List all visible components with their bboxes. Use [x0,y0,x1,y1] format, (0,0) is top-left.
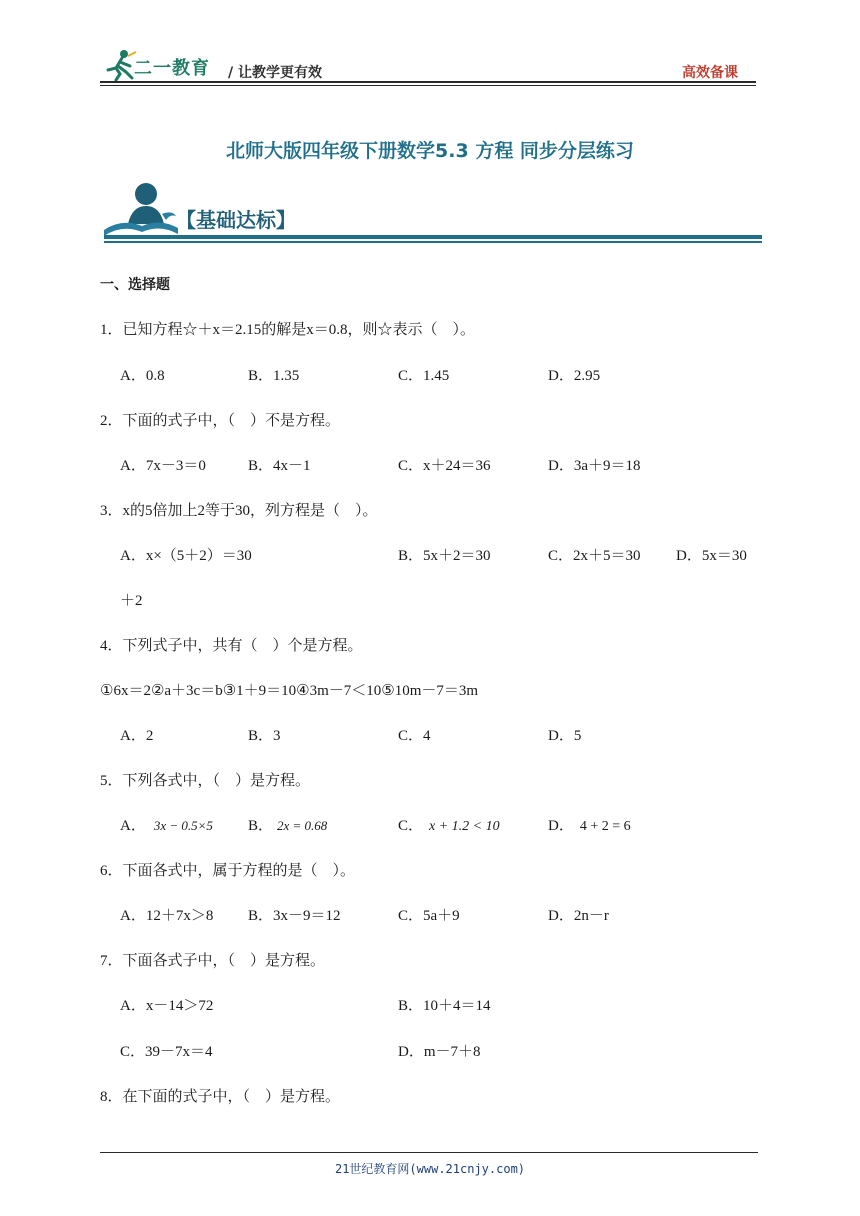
question-stem: 7．下面各式子中，（ ）是方程。 [100,953,326,969]
question-stem: 5．下列各式中，（ ）是方程。 [100,773,311,789]
option-b: B．10＋4＝14 [398,998,491,1014]
option-c: C．2x＋5＝30 [548,548,641,564]
option-b: B．4x－1 [248,458,311,474]
option-c: C．5a＋9 [398,908,460,924]
option-c: C．x＋24＝36 [398,458,491,474]
option-a: A．12＋7x＞8 [120,908,214,924]
option-d: D．3a＋9＝18 [548,458,641,474]
option-d-continuation: ＋2 [120,593,143,609]
header-divider-thin [100,85,756,86]
section-banner: 【基础达标】 [176,208,296,232]
option-a: A．2 [120,728,154,744]
logo-text: 二一教育 [134,58,210,79]
option-c: C．39－7x＝4 [120,1044,213,1060]
math-expression: 4 + 2 = 6 [579,819,631,834]
slogan: / 让教学更有效 [228,65,322,81]
logo [104,48,214,82]
banner-rule [104,235,762,239]
option-d: D．2.95 [548,368,601,384]
option-c: C．4 [398,728,431,744]
option-c: C． x + 1.2 < 10 [398,818,500,834]
option-a: A．x－14＞72 [120,998,214,1014]
option-b: B． 2x = 0.68 [248,818,328,834]
option-d: D．5x＝30 [676,548,747,564]
question-stem: 1．已知方程☆＋x＝2.15的解是x＝0.8，则☆表示（ ）。 [100,322,476,338]
question-stem: 2．下面的式子中，（ ）不是方程。 [100,413,341,429]
reader-book-icon [102,180,182,242]
option-d: D．m－7＋8 [398,1044,481,1060]
header-right-label: 高效备课 [682,65,738,81]
option-b: B．5x＋2＝30 [398,548,491,564]
option-b: B．3 [248,728,281,744]
question-expressions: ①6x＝2②a＋3c＝b③1＋9＝10④3m－7＜10⑤10m－7＝3m [100,683,479,699]
question-stem: 8．在下面的式子中，（ ）是方程。 [100,1089,341,1105]
question-stem: 6．下面各式中，属于方程的是（ ）。 [100,863,356,879]
header-divider [100,81,756,83]
question-stem: 4．下列式子中，共有（ ）个是方程。 [100,638,363,654]
option-d: D．5 [548,728,582,744]
option-d: D．2n－r [548,908,609,924]
math-expression: 2x = 0.68 [277,818,328,833]
option-d: D． 4 + 2 = 6 [548,818,631,834]
option-a: A． 3x − 0.5×5 [120,818,213,834]
option-b: B．1.35 [248,368,300,384]
question-stem: 3．x的5倍加上2等于30，列方程是（ ）。 [100,503,378,519]
page-title: 北师大版四年级下册数学5.3 方程 同步分层练习 [226,140,634,162]
option-b: B．3x－9＝12 [248,908,341,924]
section-label: 一、选择题 [100,277,170,293]
math-expression: 3x − 0.5×5 [153,818,213,833]
footer: 21世纪教育网(www.21cnjy.com) [334,1162,526,1176]
option-a: A．x×（5＋2）＝30 [120,548,252,564]
option-a: A．0.8 [120,368,165,384]
math-expression: x + 1.2 < 10 [429,819,500,834]
footer-divider [100,1152,758,1153]
banner-rule-thin [104,241,762,243]
runner-icon [104,48,138,82]
option-c: C．1.45 [398,368,450,384]
option-a: A．7x－3＝0 [120,458,206,474]
